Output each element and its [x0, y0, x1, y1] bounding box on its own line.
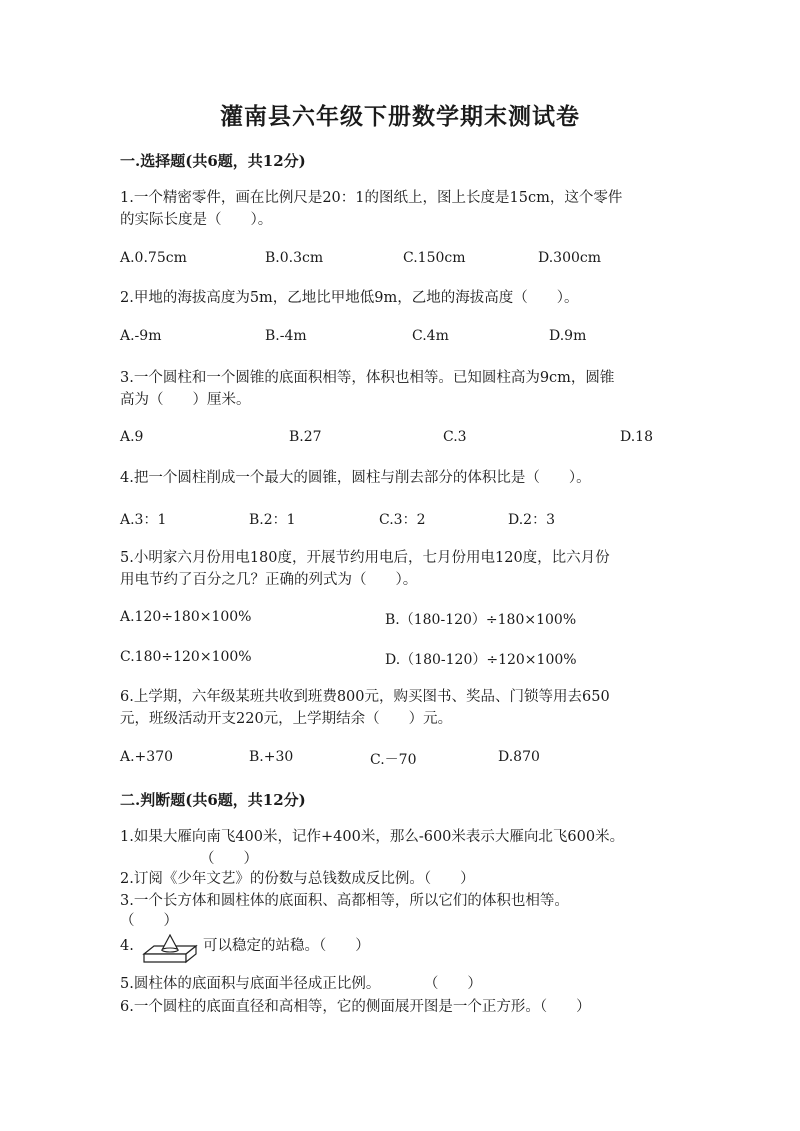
- judgement-1-text: 1.如果大雁向南飞400米，记作+400米，那么-600米表示大雁向北飞600米。: [120, 829, 625, 845]
- judgement-3-blank: （ ）: [120, 913, 178, 929]
- q3-option-b: B.27: [289, 429, 322, 445]
- question-3-line-1: 3.一个圆柱和一个圆锥的底面积相等，体积也相等。已知圆柱高为9cm，圆锥: [120, 370, 615, 386]
- cone-on-box-figure: [142, 934, 198, 964]
- q4-option-b: B.2：1: [249, 512, 296, 528]
- question-5-line-1: 5.小明家六月份用电180度，开展节约用电后，七月份用电120度，比六月份: [120, 550, 610, 566]
- question-4-line-1: 4.把一个圆柱削成一个最大的圆锥，圆柱与削去部分的体积比是（ ）。: [120, 470, 591, 486]
- q2-option-c: C.4m: [412, 328, 449, 344]
- q2-option-a: A.-9m: [120, 328, 162, 344]
- question-1-line-2: 的实际长度是（ ）。: [120, 212, 273, 228]
- question-6-line-1: 6.上学期，六年级某班共收到班费800元，购买图书、奖品、门锁等用去650: [120, 689, 610, 705]
- page-title: 灌南县六年级下册数学期末测试卷: [220, 103, 580, 130]
- section-heading-judgement: 二.判断题(共6题，共12分): [120, 791, 306, 809]
- q3-option-d: D.18: [620, 429, 653, 445]
- q3-option-c: C.3: [443, 429, 467, 445]
- question-5-line-2: 用电节约了百分之几？正确的列式为（ ）。: [120, 572, 418, 588]
- q3-option-a: A.9: [120, 429, 144, 445]
- q4-option-c: C.3：2: [379, 512, 426, 528]
- q1-option-c: C.150cm: [403, 250, 466, 266]
- judgement-5-text: 5.圆柱体的底面积与底面半径成正比例。 （ ）: [120, 976, 482, 992]
- question-3-line-2: 高为（ ）厘米。: [120, 392, 251, 408]
- question-6-line-2: 元，班级活动开支220元，上学期结余（ ）元。: [120, 711, 453, 727]
- judgement-6-text: 6.一个圆柱的底面直径和高相等，它的侧面展开图是一个正方形。（ ）: [120, 999, 591, 1015]
- q1-option-d: D.300cm: [538, 250, 602, 266]
- q4-option-d: D.2：3: [508, 512, 555, 528]
- q5-option-a: A.120÷180×100%: [120, 609, 252, 625]
- judgement-3-text: 3.一个长方体和圆柱体的底面积、高都相等，所以它们的体积也相等。: [120, 893, 569, 909]
- q1-option-a: A.0.75cm: [120, 250, 187, 266]
- judgement-4-number: 4.: [120, 938, 134, 954]
- q5-option-b: B.（180-120）÷180×100%: [385, 612, 577, 628]
- judgement-4-text: 可以稳定的站稳。（ ）: [203, 938, 370, 954]
- q2-option-b: B.-4m: [265, 328, 307, 344]
- q6-option-b: B.+30: [249, 749, 294, 765]
- q5-option-c: C.180÷120×100%: [120, 649, 252, 665]
- question-1-line-1: 1.一个精密零件，画在比例尺是20：1的图纸上，图上长度是15cm，这个零件: [120, 190, 623, 206]
- judgement-2-text: 2.订阅《少年文艺》的份数与总钱数成反比例。（ ）: [120, 871, 475, 887]
- question-2-line-1: 2.甲地的海拔高度为5m，乙地比甲地低9m，乙地的海拔高度（ ）。: [120, 290, 579, 306]
- q2-option-d: D.9m: [549, 328, 587, 344]
- judgement-1-blank: （ ）: [200, 851, 258, 867]
- section-heading-choice: 一.选择题(共6题，共12分): [120, 152, 306, 170]
- q5-option-d: D.（180-120）÷120×100%: [385, 652, 577, 668]
- q4-option-a: A.3：1: [120, 512, 167, 528]
- q1-option-b: B.0.3cm: [265, 250, 324, 266]
- q6-option-c: C.－70: [370, 752, 417, 768]
- q6-option-d: D.870: [498, 749, 540, 765]
- q6-option-a: A.+370: [120, 749, 174, 765]
